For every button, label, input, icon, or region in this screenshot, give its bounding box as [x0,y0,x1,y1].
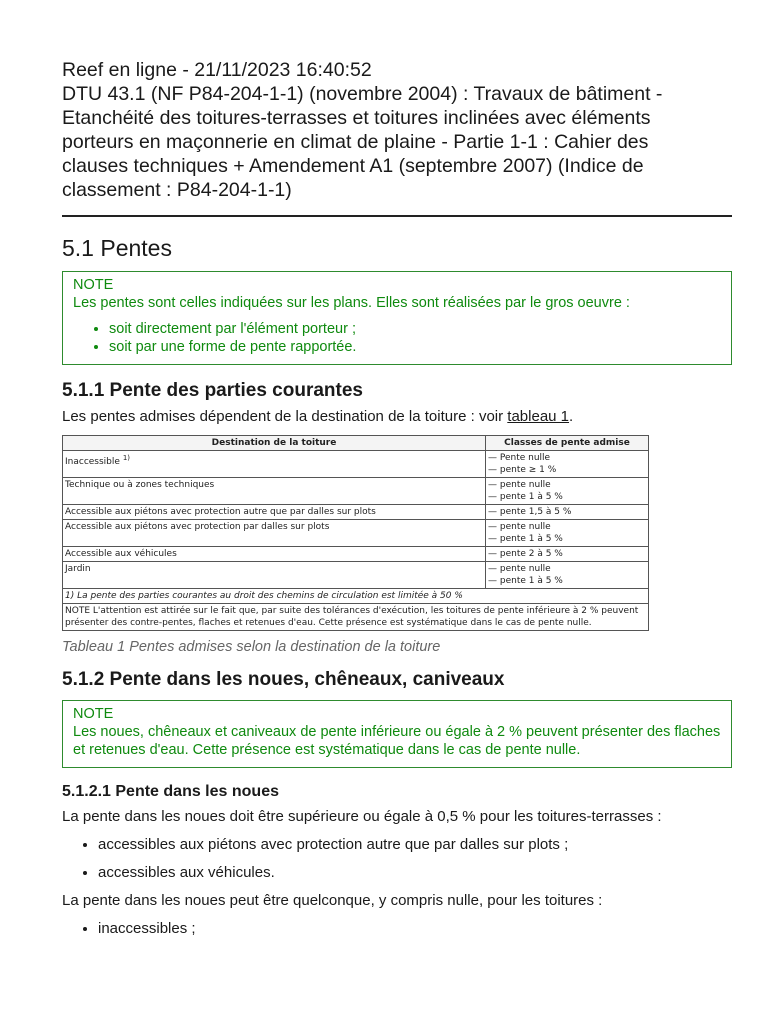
paragraph: La pente dans les noues doit être supérieure ou égale à 0,5 % pour les toitures-terrasses : [62,808,662,825]
footnote-marker: 1) [122,454,130,462]
header-title-line: classement : P84-204-1-1) [62,179,292,201]
list-item: • inaccessibles ; [98,920,732,938]
note-text: Les pentes sont celles indiquées sur les plans. Elles sont réalisées par le gros oeuvre : [73,295,630,311]
list-item: • accessibles aux piétons avec protection autre que par dalles sur plots ; [98,836,732,854]
header-title-line: porteurs en maçonnerie en climat de plaine - Partie 1-1 : Cahier des [62,131,649,153]
table-header-row [63,436,649,451]
table-header-classes: Classes de pente admise [486,436,649,451]
note-box-noues [62,700,732,768]
table-header-destination: Destination de la toiture [63,436,486,451]
pente-line: — pente 1 à 5 % [488,492,563,502]
document-header [62,0,732,202]
table-row [63,547,649,562]
body-list [62,836,732,882]
paragraph: La pente dans les noues peut être quelconque, y compris nulle, pour les toitures : [62,892,603,909]
pente-line: — Pente nulle [488,453,551,463]
table-cell-classes [486,478,649,505]
destination-text: Inaccessible [65,457,120,467]
table-row [63,562,649,589]
intro-end: . [569,408,574,425]
table-cell-destination: Accessible aux piétons avec protection autre que par dalles sur plots [63,505,486,520]
pente-line: — pente nulle [488,522,551,532]
note-list-item: • soit directement par l'élément porteur ; [109,320,721,338]
table-footnote: 1) La pente des parties courantes au droit des chemins de circulation est limitée à 50 % [63,589,649,604]
tableau-1-link[interactable]: tableau 1 [507,408,570,425]
table-footnote-row [63,589,649,604]
pente-line: — pente 1 à 5 % [488,576,563,586]
header-timestamp: Reef en ligne - 21/11/2023 16:40:52 [62,59,372,81]
table-cell-destination [63,451,486,478]
table-row [63,520,649,547]
table-cell-classes [486,562,649,589]
intro-paragraph [62,408,732,426]
note-label: NOTE [73,277,114,293]
pentes-table [62,435,649,631]
note-list [73,320,721,356]
section-title-5-1-1: 5.1.1 Pente des parties courantes [62,380,363,401]
intro-text: Les pentes admises dépendent de la destination de la toiture : voir [62,408,508,425]
table-note-row [63,604,649,631]
pente-line: — pente 1,5 à 5 % [488,507,572,517]
table-cell-destination: Jardin [63,562,486,589]
section-title-5-1: 5.1 Pentes [62,235,172,261]
list-item: • accessibles aux véhicules. [98,864,732,882]
pente-line: — pente 1 à 5 % [488,534,563,544]
pente-line: — pente ≥ 1 % [488,465,557,475]
table-cell-destination: Accessible aux véhicules [63,547,486,562]
note-text: Les noues, chêneaux et caniveaux de pente inférieure ou égale à 2 % peuvent présenter des flaches et retenues d'eau. Cette présence est systématique dans le cas de pente nulle. [73,724,721,758]
note-label: NOTE [73,706,114,722]
pente-line: — pente nulle [488,564,551,574]
table-cell-classes [486,547,649,562]
section-title-5-1-2: 5.1.2 Pente dans les noues, chêneaux, caniveaux [62,669,505,690]
body-list [62,920,732,938]
table-cell-classes [486,505,649,520]
header-title-line: DTU 43.1 (NF P84-204-1-1) (novembre 2004) : Travaux de bâtiment - [62,83,663,105]
note-box-pentes [62,271,732,365]
table-cell-destination: Accessible aux piétons avec protection par dalles sur plots [63,520,486,547]
header-title-line: clauses techniques + Amendement A1 (septembre 2007) (Indice de [62,155,644,177]
table-cell-destination: Technique ou à zones techniques [63,478,486,505]
table-cell-classes [486,451,649,478]
table-row [63,505,649,520]
section-title-5-1-2-1: 5.1.2.1 Pente dans les noues [62,783,279,800]
header-title-line: Etanchéité des toitures-terrasses et toitures inclinées avec éléments [62,107,651,129]
table-row [63,451,649,478]
note-list-item: • soit par une forme de pente rapportée. [109,338,721,356]
table-caption: Tableau 1 Pentes admises selon la destination de la toiture [62,639,441,655]
pente-line: — pente nulle [488,480,551,490]
table-note: NOTE L'attention est attirée sur le fait que, par suite des tolérances d'exécution, les toitures de pente inférieure à 2 % peuvent présenter des contre-pentes, flaches et retenues d'eau. Cette présence est systématique dans le cas de pente nulle. [63,604,649,631]
table-row [63,478,649,505]
table-cell-classes [486,520,649,547]
header-divider [62,215,732,217]
pente-line: — pente 2 à 5 % [488,549,563,559]
